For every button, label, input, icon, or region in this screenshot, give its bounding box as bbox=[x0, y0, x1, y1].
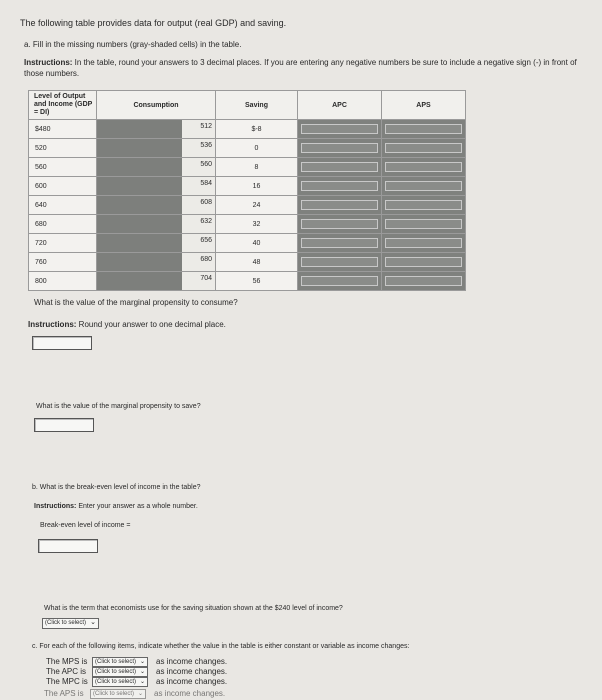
cell-consumption bbox=[97, 177, 216, 196]
cell-level: 760 bbox=[29, 253, 97, 272]
instructions-text: Enter your answer as a whole number. bbox=[76, 503, 198, 510]
header-apc: APC bbox=[298, 91, 382, 120]
consumption-value: 536 bbox=[182, 139, 215, 157]
aps-input[interactable] bbox=[385, 181, 462, 191]
term-select[interactable] bbox=[42, 618, 99, 629]
chevron-down-icon: ⌄ bbox=[139, 659, 146, 665]
table-row bbox=[29, 234, 466, 253]
shaded-area bbox=[97, 177, 182, 195]
consumption-value: 560 bbox=[182, 158, 215, 176]
cell-saving: 40 bbox=[216, 234, 298, 253]
chevron-down-icon: ⌄ bbox=[90, 619, 97, 626]
shaded-area bbox=[97, 139, 182, 157]
cell-consumption bbox=[97, 120, 216, 139]
instructions-label: Instructions: bbox=[34, 503, 77, 510]
apc-input[interactable] bbox=[301, 200, 378, 210]
cell-level: 800 bbox=[29, 272, 97, 291]
table-row bbox=[29, 139, 466, 158]
aps-input[interactable] bbox=[385, 124, 462, 134]
apc-input[interactable] bbox=[301, 162, 378, 172]
cell-aps bbox=[382, 215, 466, 234]
intro-text: The following table provides data for output (real GDP) and saving. bbox=[20, 18, 287, 28]
cell-apc bbox=[298, 234, 382, 253]
row-label: The APS is bbox=[44, 689, 84, 698]
aps-input[interactable] bbox=[385, 219, 462, 229]
cell-consumption bbox=[97, 158, 216, 177]
aps-input[interactable] bbox=[385, 162, 462, 172]
aps-input[interactable] bbox=[385, 200, 462, 210]
cell-apc bbox=[298, 272, 382, 291]
header-level: Level of Output and Income (GDP = DI) bbox=[29, 91, 97, 120]
shaded-area bbox=[97, 253, 182, 271]
table-row bbox=[29, 272, 466, 291]
consumption-value: 512 bbox=[182, 120, 215, 138]
cell-aps bbox=[382, 177, 466, 196]
cell-apc bbox=[298, 120, 382, 139]
aps-input[interactable] bbox=[385, 257, 462, 267]
cell-saving: 24 bbox=[216, 196, 298, 215]
header-consumption: Consumption bbox=[97, 91, 216, 120]
mps-select[interactable] bbox=[92, 657, 148, 667]
shaded-area bbox=[97, 234, 182, 252]
cell-aps bbox=[382, 196, 466, 215]
cell-apc bbox=[298, 196, 382, 215]
cell-saving: 0 bbox=[216, 139, 298, 158]
select-placeholder: (Click to select) bbox=[93, 691, 135, 697]
mpc-select[interactable] bbox=[92, 677, 148, 687]
instructions-text: Round your answer to one decimal place. bbox=[76, 320, 226, 329]
mpc-answer-input[interactable] bbox=[32, 336, 92, 350]
cell-level: $480 bbox=[29, 120, 97, 139]
instructions-label: Instructions: bbox=[24, 58, 73, 67]
cell-saving: $-8 bbox=[216, 120, 298, 139]
row-label: The APC is bbox=[46, 667, 87, 676]
apc-input[interactable] bbox=[301, 181, 378, 191]
row-suffix: as income changes. bbox=[156, 657, 228, 666]
cell-apc bbox=[298, 158, 382, 177]
shaded-area bbox=[97, 196, 182, 214]
cell-saving: 8 bbox=[216, 158, 298, 177]
cell-aps bbox=[382, 253, 466, 272]
apc-input[interactable] bbox=[301, 219, 378, 229]
mps-question: What is the value of the marginal propensity to save? bbox=[36, 403, 201, 410]
apc-input[interactable] bbox=[301, 257, 378, 267]
chevron-down-icon: ⌄ bbox=[137, 691, 144, 697]
row-suffix: as income changes. bbox=[156, 667, 228, 676]
header-aps: APS bbox=[382, 91, 466, 120]
apc-input[interactable] bbox=[301, 143, 378, 153]
apc-input[interactable] bbox=[301, 238, 378, 248]
mpc-instructions bbox=[28, 320, 226, 329]
consumption-value: 608 bbox=[182, 196, 215, 214]
instructions-label: Instructions: bbox=[28, 320, 77, 329]
select-placeholder: (Click to select) bbox=[95, 679, 137, 685]
aps-select[interactable] bbox=[90, 689, 146, 699]
select-placeholder: (Click to select) bbox=[45, 620, 87, 626]
cell-saving: 32 bbox=[216, 215, 298, 234]
part-b-instructions bbox=[34, 503, 198, 510]
shaded-area bbox=[97, 158, 182, 176]
cell-aps bbox=[382, 272, 466, 291]
table-row bbox=[29, 158, 466, 177]
part-a-question: a. Fill in the missing numbers (gray-shaded cells) in the table. bbox=[24, 40, 242, 49]
aps-input[interactable] bbox=[385, 238, 462, 248]
cell-aps bbox=[382, 234, 466, 253]
cell-aps bbox=[382, 120, 466, 139]
cell-apc bbox=[298, 215, 382, 234]
cell-saving: 16 bbox=[216, 177, 298, 196]
shaded-area bbox=[97, 272, 182, 290]
consumption-value: 584 bbox=[182, 177, 215, 195]
table-header-row bbox=[29, 91, 466, 120]
select-placeholder: (Click to select) bbox=[95, 669, 137, 675]
header-saving: Saving bbox=[216, 91, 298, 120]
cell-saving: 56 bbox=[216, 272, 298, 291]
apc-select[interactable] bbox=[92, 667, 148, 677]
chevron-down-icon: ⌄ bbox=[139, 669, 146, 675]
part-c-question: c. For each of the following items, indicate whether the value in the table is either constant or variable as income changes: bbox=[32, 643, 410, 650]
cell-consumption bbox=[97, 215, 216, 234]
shaded-area bbox=[97, 120, 182, 138]
data-table bbox=[28, 90, 466, 291]
cell-level: 600 bbox=[29, 177, 97, 196]
cell-level: 640 bbox=[29, 196, 97, 215]
cell-level: 560 bbox=[29, 158, 97, 177]
select-placeholder: (Click to select) bbox=[95, 659, 137, 665]
apc-input[interactable] bbox=[301, 124, 378, 134]
cell-aps bbox=[382, 139, 466, 158]
row-label: The MPC is bbox=[46, 677, 88, 686]
cell-level: 680 bbox=[29, 215, 97, 234]
part-c-row-aps bbox=[44, 689, 304, 700]
aps-input[interactable] bbox=[385, 143, 462, 153]
row-suffix: as income changes. bbox=[156, 677, 228, 686]
cell-apc bbox=[298, 253, 382, 272]
mps-answer-input[interactable] bbox=[34, 418, 94, 432]
consumption-value: 656 bbox=[182, 234, 215, 252]
chevron-down-icon: ⌄ bbox=[139, 679, 146, 685]
instructions-text: In the table, round your answers to 3 decimal places. If you are entering any negative numbers be sure to include a negative sign (-) in front of those numbers. bbox=[24, 58, 577, 78]
cell-consumption bbox=[97, 139, 216, 158]
cell-apc bbox=[298, 139, 382, 158]
table-row bbox=[29, 120, 466, 139]
shaded-area bbox=[97, 215, 182, 233]
mpc-question: What is the value of the marginal propensity to consume? bbox=[34, 298, 238, 307]
cell-consumption bbox=[97, 272, 216, 291]
term-question: What is the term that economists use for the saving situation shown at the $240 level of income? bbox=[44, 605, 343, 612]
table-row bbox=[29, 196, 466, 215]
cell-consumption bbox=[97, 234, 216, 253]
cell-level: 520 bbox=[29, 139, 97, 158]
table-row bbox=[29, 215, 466, 234]
aps-input[interactable] bbox=[385, 276, 462, 286]
consumption-value: 632 bbox=[182, 215, 215, 233]
apc-input[interactable] bbox=[301, 276, 378, 286]
break-even-label: Break-even level of income = bbox=[40, 522, 131, 529]
cell-aps bbox=[382, 158, 466, 177]
break-even-input[interactable] bbox=[38, 539, 98, 553]
table-row bbox=[29, 253, 466, 272]
consumption-value: 680 bbox=[182, 253, 215, 271]
row-label: The MPS is bbox=[46, 657, 88, 666]
cell-saving: 48 bbox=[216, 253, 298, 272]
cell-apc bbox=[298, 177, 382, 196]
part-b-question: b. What is the break-even level of income in the table? bbox=[32, 484, 201, 491]
part-a-instructions bbox=[24, 57, 584, 79]
table-row bbox=[29, 177, 466, 196]
row-suffix: as income changes. bbox=[154, 689, 226, 698]
consumption-value: 704 bbox=[182, 272, 215, 290]
cell-consumption bbox=[97, 253, 216, 272]
cell-consumption bbox=[97, 196, 216, 215]
cell-level: 720 bbox=[29, 234, 97, 253]
